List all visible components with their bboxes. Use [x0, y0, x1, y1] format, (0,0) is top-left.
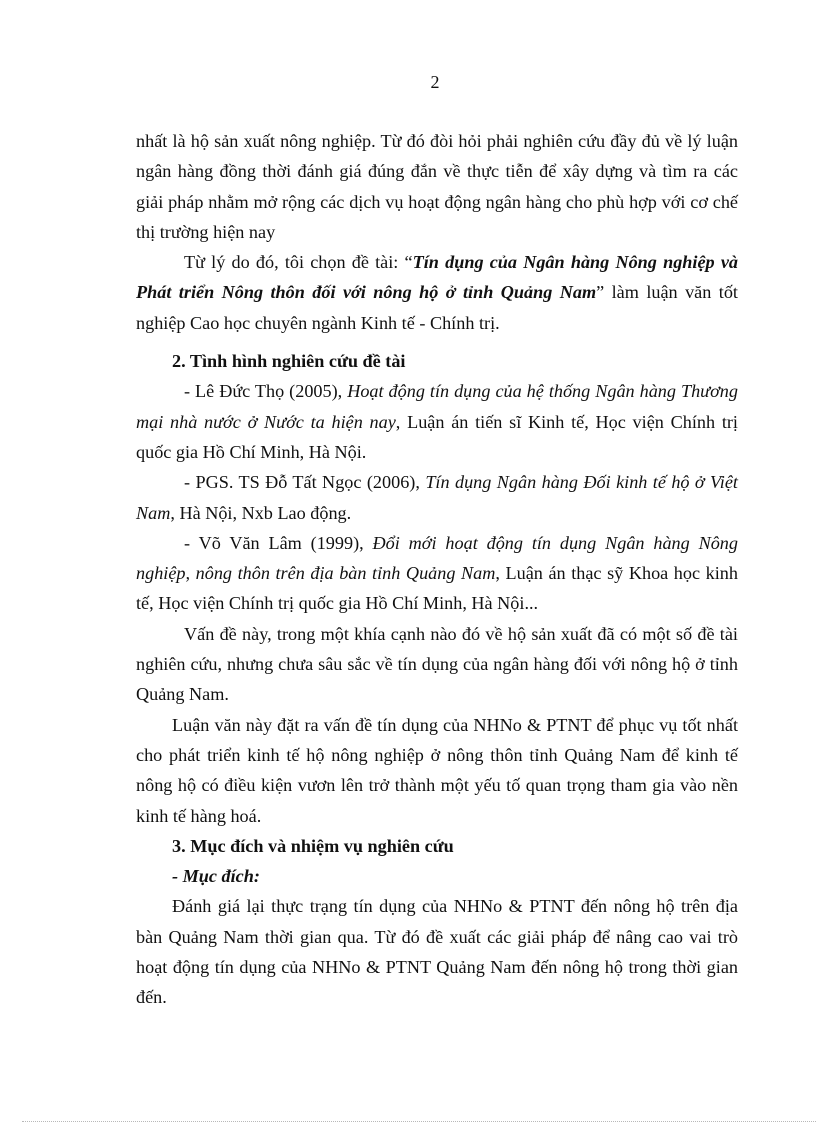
reference-title: Đổi mới hoạt động tín dụng Ngân hàng Nông nghiệp, nông thôn trên địa bàn tỉnh Quảng Nam: [136, 532, 738, 584]
reference-details: , Hà Nội, Nxb Lao động.: [170, 502, 352, 523]
reference-item: [136, 467, 738, 528]
reference-title: Tín dụng Ngân hàng Đối kinh tế hộ ở Việt Nam: [136, 472, 738, 523]
page-bottom-divider: [22, 1121, 816, 1122]
reference-details: , Luận án tiến sĩ Kinh tế, Học viện Chính trị quốc gia Hồ Chí Minh, Hà Nội.: [136, 411, 738, 462]
reference-item: [136, 528, 738, 619]
section-2-heading: 2. Tình hình nghiên cứu đề tài: [172, 351, 406, 372]
reference-author: - Lê Đức Thọ (2005),: [184, 381, 348, 402]
reference-details: , Luận án thạc sỹ Khoa học kinh tế, Học viện Chính trị quốc gia Hồ Chí Minh, Hà Nội...: [136, 563, 738, 614]
purpose-paragraph: Đánh giá lại thực trạng tín dụng của NHNo & PTNT đến nông hộ trên địa bàn Quảng Nam thời gian qua. Từ đó đề xuất các giải pháp để nâng cao vai trò hoạt động tín dụng của NHNo & PTNT Quảng Nam đến nông hộ trong thời gian đến.: [136, 896, 738, 1008]
topic-lead-text: Từ lý do đó, tôi chọn đề tài: “: [184, 252, 413, 273]
document-body: [136, 126, 738, 1013]
reference-item: [136, 376, 738, 467]
reference-author: - PGS. TS Đỗ Tất Ngọc (2006),: [184, 472, 426, 493]
purpose-subheading: - Mục đích:: [172, 866, 260, 887]
thesis-scope-paragraph: Luận văn này đặt ra vấn đề tín dụng của NHNo & PTNT để phục vụ tốt nhất cho phát triển kinh tế hộ nông nghiệp ở nông thôn tỉnh Quảng Nam để kinh tế nông hộ có điều kiện vươn lên trở thành một yếu tố quan trọng tham gia vào nền kinh tế hàng hoá.: [136, 714, 738, 826]
research-gap-paragraph: Vấn đề này, trong một khía cạnh nào đó về hộ sản xuất đã có một số đề tài nghiên cứu, nhưng chưa sâu sắc về tín dụng của ngân hàng đối với nông hộ ở tỉnh Quảng Nam.: [136, 623, 738, 705]
page-number: 2: [430, 72, 440, 92]
topic-paragraph: [136, 247, 738, 338]
reference-author: - Võ Văn Lâm (1999),: [184, 532, 373, 553]
section-3-heading: 3. Mục đích và nhiệm vụ nghiên cứu: [172, 835, 454, 856]
thesis-title: Tín dụng của Ngân hàng Nông nghiệp và Phát triển Nông thôn đối với nông hộ ở tỉnh Quảng Nam: [136, 252, 738, 303]
intro-paragraph: nhất là hộ sản xuất nông nghiệp. Từ đó đòi hỏi phải nghiên cứu đầy đủ về lý luận ngân hàng đồng thời đánh giá đúng đắn về thực tiễn để xây dựng và tìm ra các giải pháp nhằm mở rộng các dịch vụ hoạt động ngân hàng cho phù hợp với cơ chế thị trường hiện nay: [136, 131, 738, 242]
reference-title: Hoạt động tín dụng của hệ thống Ngân hàng Thương mại nhà nước ở Nước ta hiện nay: [136, 381, 738, 432]
topic-tail-text: ” làm luận văn tốt nghiệp Cao học chuyên ngành Kinh tế - Chính trị.: [136, 282, 738, 333]
